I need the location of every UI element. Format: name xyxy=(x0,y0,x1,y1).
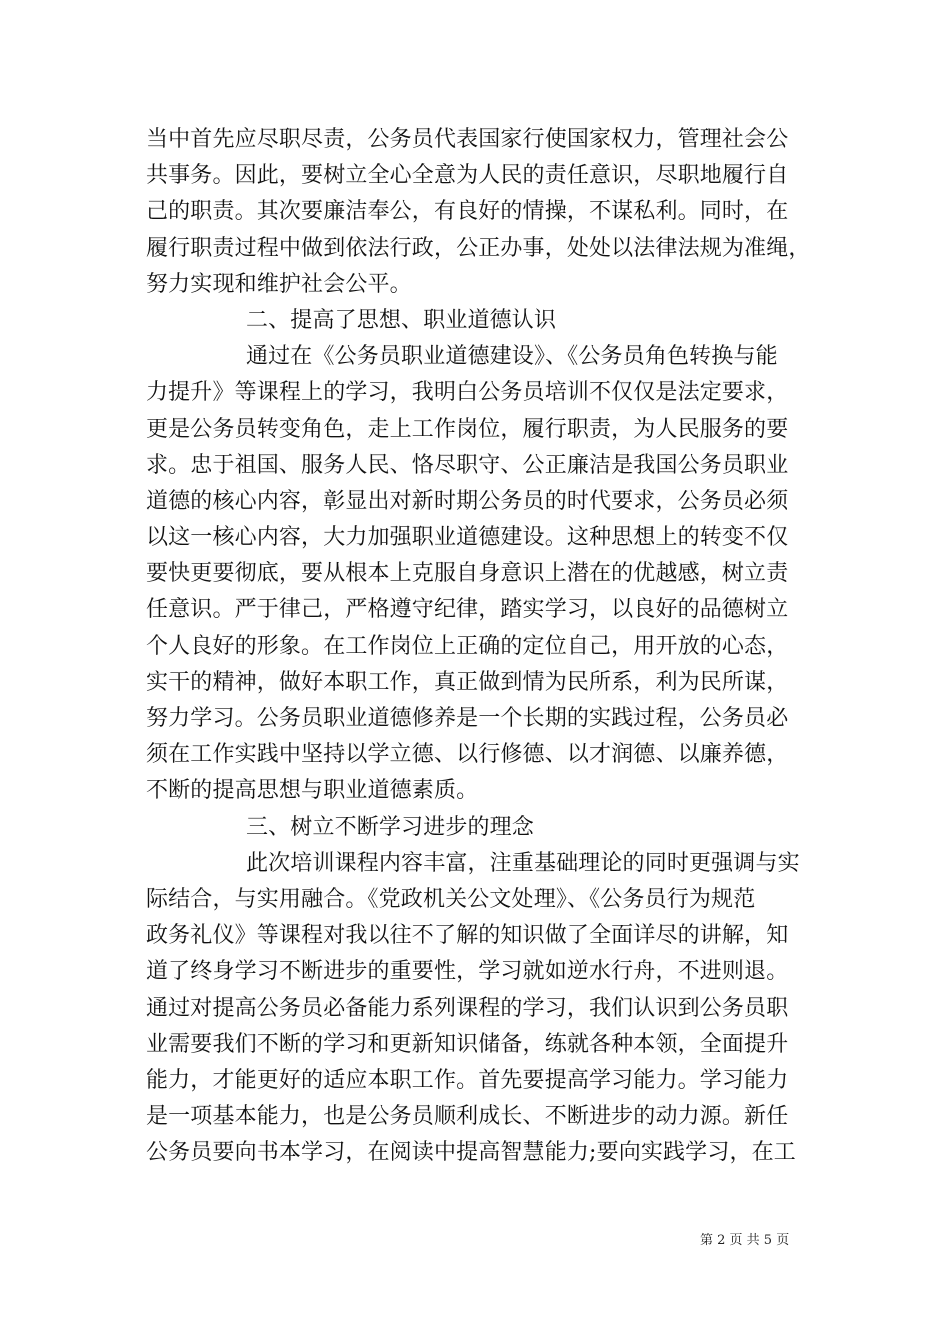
text-line: 实干的精神，做好本职工作，真正做到情为民所系，利为民所谋， xyxy=(146,669,789,695)
text-line: 际结合，与实用融合。《党政机关公文处理》、《公务员行为规范 xyxy=(146,886,756,912)
page-number-footer: 第 2 页 共 5 页 xyxy=(700,1233,790,1248)
text-line: 政务礼仪》等课程对我以往不了解的知识做了全面详尽的讲解，知 xyxy=(146,923,789,949)
text-line: 以这一核心内容，大力加强职业道德建设。这种思想上的转变不仅 xyxy=(146,525,789,551)
text-line: 共事务。因此，要树立全心全意为人民的责任意识，尽职地履行自 xyxy=(146,163,789,189)
section-heading: 三、树立不断学习进步的理念 xyxy=(246,814,534,840)
text-line: 努力学习。公务员职业道德修养是一个长期的实践过程，公务员必 xyxy=(146,706,789,731)
text-line: 是一项基本能力，也是公务员顺利成长、不断进步的动力源。新任 xyxy=(146,1104,789,1130)
text-line: 求。忠于祖国、服务人民、恪尽职守、公正廉洁是我国公务员职业 xyxy=(146,452,789,478)
text-line: 任意识。严于律己，严格遵守纪律，踏实学习，以良好的品德树立 xyxy=(146,597,789,623)
text-line: 道了终身学习不断进步的重要性，学习就如逆水行舟，不进则退。 xyxy=(146,959,789,985)
text-line: 须在工作实践中坚持以学立德、以行修德、以才润德、以廉养德， xyxy=(146,742,789,768)
text-line: 道德的核心内容，彰显出对新时期公务员的时代要求，公务员必须 xyxy=(146,488,789,514)
body-text xyxy=(146,122,831,1171)
text-line: 要快更要彻底，要从根本上克服自身意识上潜在的优越感，树立责 xyxy=(146,561,789,587)
text-line: 不断的提高思想与职业道德素质。 xyxy=(146,778,479,804)
text-line: 公务员要向书本学习，在阅读中提高智慧能力;要向实践学习，在工 xyxy=(146,1140,796,1166)
text-line: 业需要我们不断的学习和更新知识储备，练就各种本领，全面提升 xyxy=(146,1031,789,1057)
text-line: 力提升》等课程上的学习，我明白公务员培训不仅仅是法定要求， xyxy=(146,380,789,406)
text-line: 努力实现和维护社会公平。 xyxy=(146,271,412,297)
paragraph-start: 此次培训课程内容丰富，注重基础理论的同时更强调与实 xyxy=(246,850,800,876)
section-heading: 二、提高了思想、职业道德认识 xyxy=(246,307,557,333)
text-line: 己的职责。其次要廉洁奉公，有良好的情操，不谋私利。同时，在 xyxy=(146,199,789,225)
paragraph-start: 通过在《公务员职业道德建设》、《公务员角色转换与能 xyxy=(246,344,778,370)
text-line: 更是公务员转变角色，走上工作岗位，履行职责，为人民服务的要 xyxy=(146,416,789,442)
text-line: 个人良好的形象。在工作岗位上正确的定位自己，用开放的心态， xyxy=(146,633,789,659)
text-line: 通过对提高公务员必备能力系列课程的学习，我们认识到公务员职 xyxy=(146,995,789,1021)
text-line: 能力，才能更好的适应本职工作。首先要提高学习能力。学习能力 xyxy=(146,1067,789,1093)
text-line: 当中首先应尽职尽责，公务员代表国家行使国家权力，管理社会公 xyxy=(146,127,789,152)
text-line: 履行职责过程中做到依法行政，公正办事，处处以法律法规为准绳， xyxy=(146,235,811,261)
